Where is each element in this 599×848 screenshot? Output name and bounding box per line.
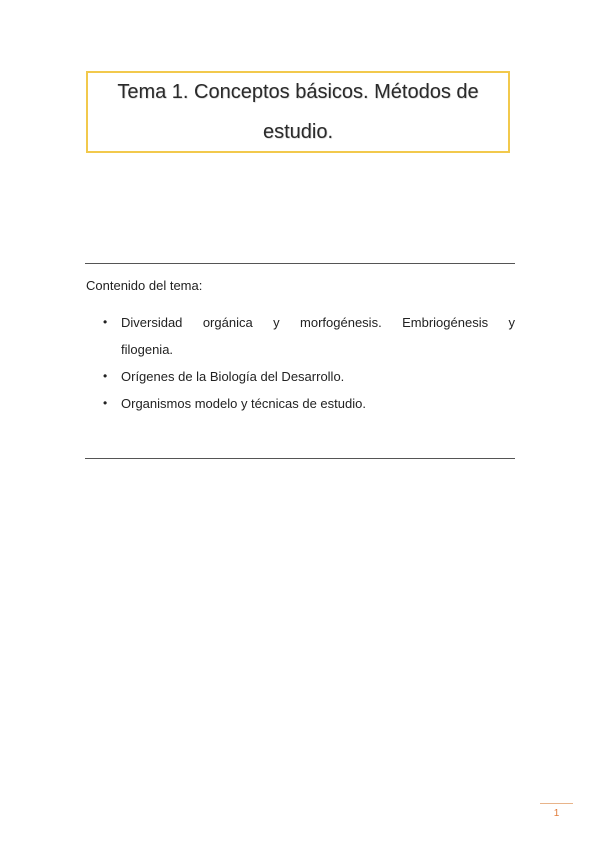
list-item-text-line-1: Diversidad orgánica y morfogénesis. Embriogénesis y — [121, 315, 515, 330]
contents-section — [86, 277, 515, 417]
list-item — [86, 390, 515, 417]
document-title: Tema 1. Conceptos básicos. Métodos de estudio. — [117, 81, 479, 143]
list-item-text-line-2: filogenia. — [121, 342, 174, 357]
list-item-text: Orígenes de la Biología del Desarrollo. — [121, 369, 345, 384]
bullet-icon: • — [103, 315, 108, 329]
topic-list — [86, 309, 515, 417]
top-divider — [85, 263, 515, 264]
bottom-divider — [85, 458, 515, 459]
title-box — [86, 71, 510, 153]
list-item-text: Organismos modelo y técnicas de estudio. — [121, 396, 366, 411]
list-item — [86, 309, 515, 363]
list-item — [86, 363, 515, 390]
footer-divider — [540, 803, 573, 804]
bullet-icon: • — [103, 369, 108, 383]
bullet-icon: • — [103, 396, 108, 410]
contents-heading: Contenido del tema: — [86, 278, 203, 293]
page-number: 1 — [553, 808, 560, 819]
